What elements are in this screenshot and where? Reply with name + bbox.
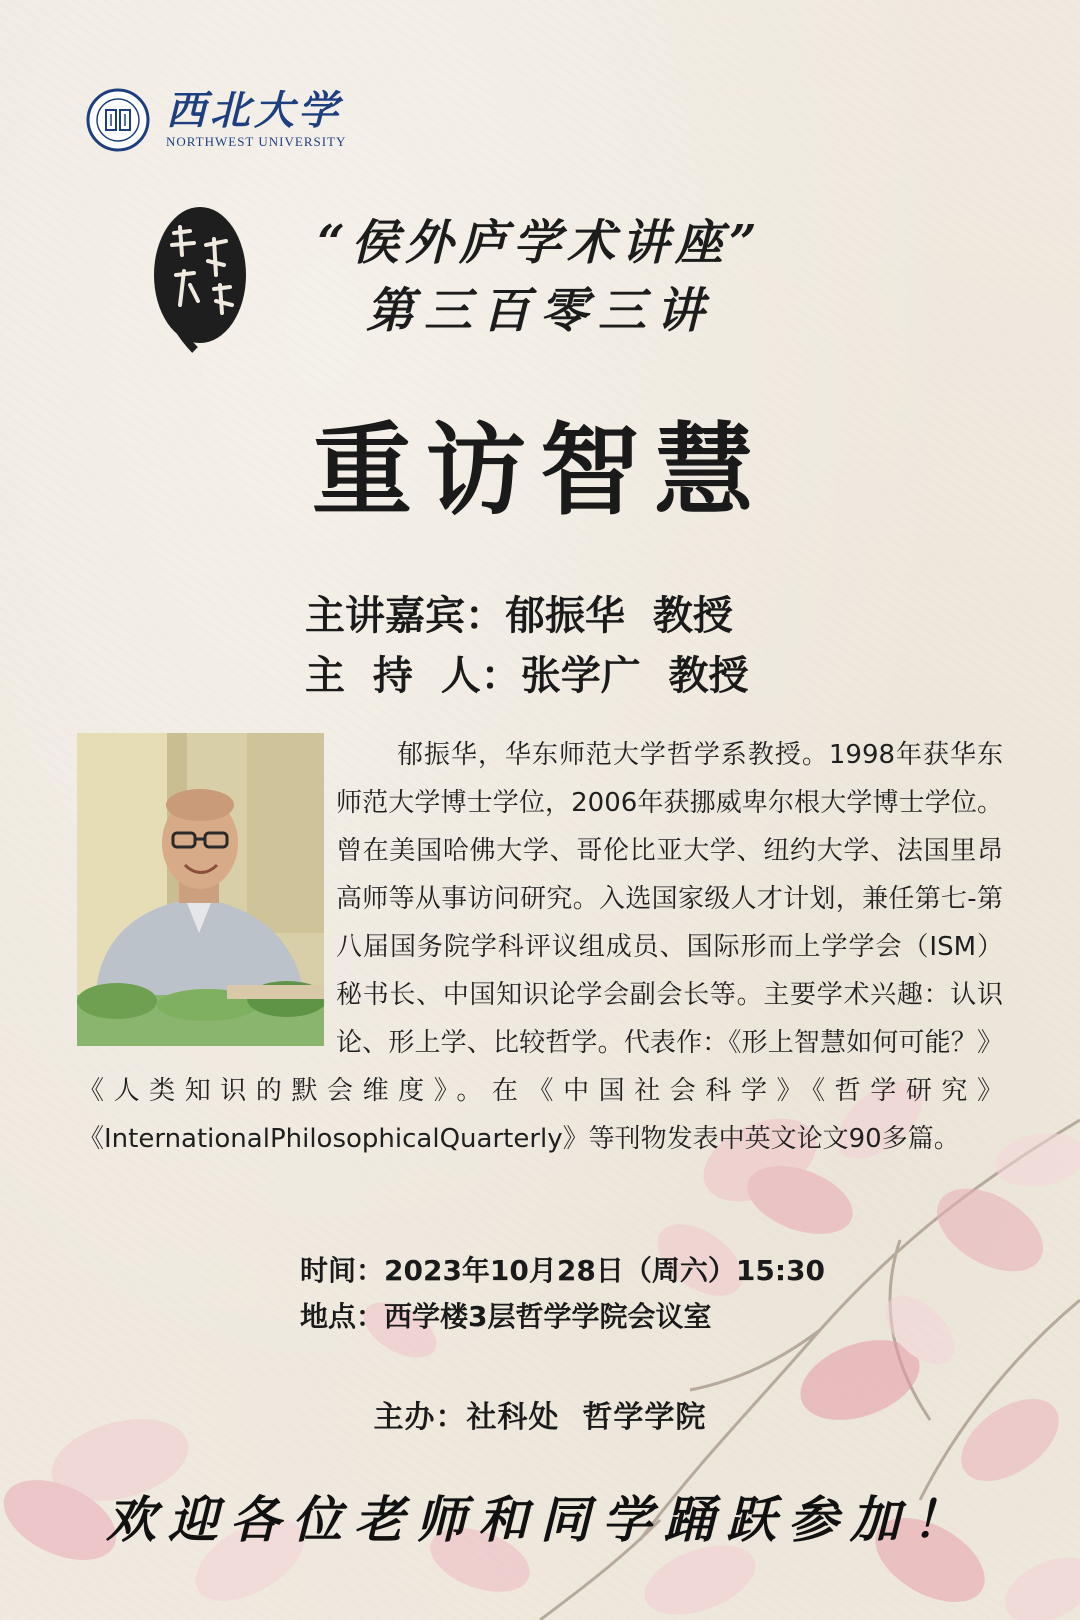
lecture-number: 第三百零三讲 — [365, 283, 714, 339]
speaker-name: 郁振华 教授 — [505, 592, 733, 639]
university-name-cn: 西北大学 — [166, 87, 342, 134]
university-logo — [86, 88, 346, 152]
university-emblem-icon — [86, 88, 150, 152]
photo-spacer — [78, 731, 336, 1041]
series-title: “侯外庐学术讲座” — [317, 215, 763, 271]
people-block — [305, 586, 749, 706]
speaker-bio — [78, 731, 1003, 1163]
moderator-name: 张学广 教授 — [520, 652, 749, 699]
series-heading — [300, 212, 780, 342]
organizer: 主办：社科处 哲学学院 — [373, 1400, 707, 1435]
moderator-row — [305, 646, 749, 706]
moderator-label: 主 持 人： — [305, 652, 521, 699]
welcome-message: 欢迎各位老师和同学踊跃参加！ — [106, 1490, 974, 1549]
speaker-label: 主讲嘉宾： — [305, 592, 505, 639]
bio-text: 郁振华，华东师范大学哲学系教授。1998年获华东师范大学博士学位，2006年获挪威卑尔根大学博士学位。曾在美国哈佛大学、哥伦比亚大学、纽约大学、法国里昂高师等从事访问研究。入选国家级人才计划，兼任第七-第八届国务院学科评议组成员、国际形而上学学会（ISM）秘书长、中国知识论学会副会长等。主要学术兴趣：认识论、形上学、比较哲学。代表作：《形上智慧如何可能？》《人类知识的默会维度》。在《中国社会科学》《哲学研究》《InternationalPhilosophicalQuarterly》等刊物发表中英文论文90多篇。 — [78, 740, 1003, 1154]
lecture-series-seal — [150, 205, 250, 355]
lecture-title: 重访智慧 — [312, 411, 768, 529]
university-name-en: NORTHWEST UNIVERSITY — [166, 134, 347, 149]
speaker-row — [305, 586, 749, 646]
event-info — [300, 1248, 825, 1340]
event-time: 时间：2023年10月28日（周六）15:30 — [300, 1254, 825, 1287]
event-place: 地点：西学楼3层哲学学院会议室 — [300, 1300, 712, 1333]
